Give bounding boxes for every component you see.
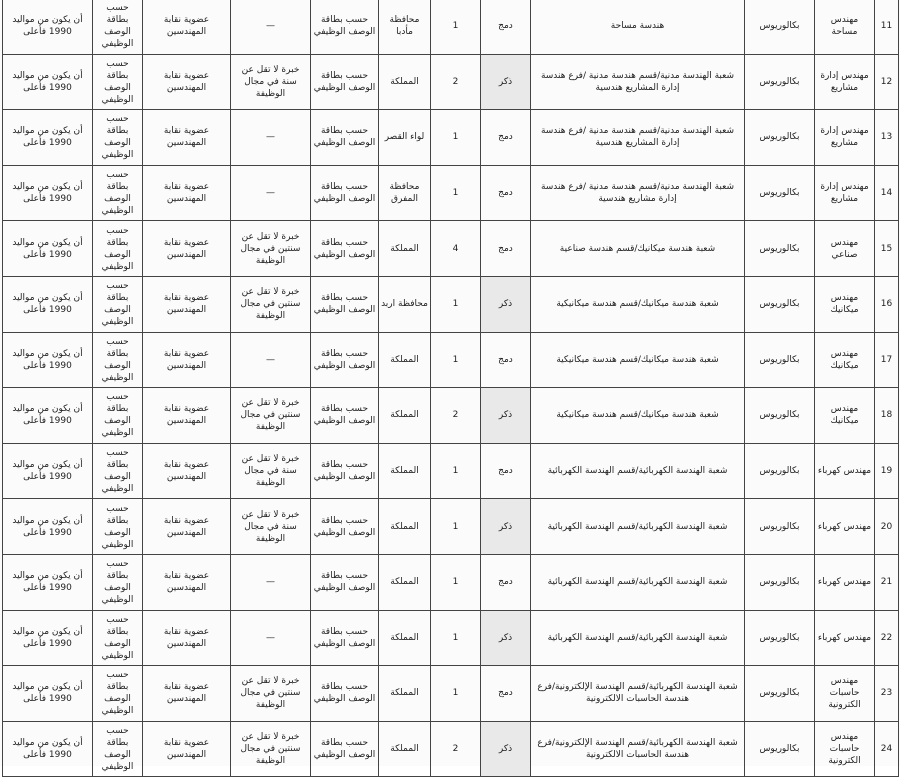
cell-experience: خبرة لا تقل عن سنتين في مجال الوظيفة bbox=[231, 388, 311, 444]
cell-grade: حسب بطاقة الوصف الوظيفي bbox=[93, 721, 143, 777]
cell-location: المملكة bbox=[379, 221, 431, 277]
cell-experience: خبرة لا تقل عن سنة في مجال الوظيفة bbox=[231, 499, 311, 555]
cell-grade: حسب بطاقة الوصف الوظيفي bbox=[93, 499, 143, 555]
cell-row-number: 17 bbox=[875, 332, 899, 388]
table-row bbox=[3, 221, 899, 277]
cell-grade: حسب بطاقة الوصف الوظيفي bbox=[93, 165, 143, 221]
table-row bbox=[3, 666, 899, 722]
cell-job-title: مهندس إدارة مشاريع bbox=[815, 165, 875, 221]
cell-salary: حسب بطاقة الوصف الوظيفي bbox=[311, 0, 379, 54]
cell-count: 1 bbox=[431, 332, 481, 388]
cell-specialization: شعبة الهندسة الكهربائية/قسم الهندسة الإلكترونية/فرع هندسة الحاسبات الالكترونية bbox=[531, 666, 745, 722]
cell-gender: ذكر bbox=[481, 721, 531, 777]
table-row bbox=[3, 0, 899, 54]
cell-degree: بكالوريوس bbox=[745, 54, 815, 110]
cell-gender: ذكر bbox=[481, 499, 531, 555]
cell-row-number: 22 bbox=[875, 610, 899, 666]
cell-license: عضوية نقابة المهندسين bbox=[143, 54, 231, 110]
cell-location: المملكة bbox=[379, 554, 431, 610]
cell-count: 1 bbox=[431, 554, 481, 610]
table-row bbox=[3, 610, 899, 666]
cell-location: المملكة bbox=[379, 443, 431, 499]
cell-salary: حسب بطاقة الوصف الوظيفي bbox=[311, 388, 379, 444]
cell-gender: دمج bbox=[481, 443, 531, 499]
cell-experience: خبرة لا تقل عن سنتين في مجال الوظيفة bbox=[231, 666, 311, 722]
cell-count: 1 bbox=[431, 666, 481, 722]
cell-count: 1 bbox=[431, 276, 481, 332]
cell-row-number: 19 bbox=[875, 443, 899, 499]
cell-age-requirement: أن يكون من مواليد 1990 فأعلى bbox=[3, 165, 93, 221]
table-body bbox=[3, 0, 899, 777]
cell-salary: حسب بطاقة الوصف الوظيفي bbox=[311, 165, 379, 221]
cell-salary: حسب بطاقة الوصف الوظيفي bbox=[311, 721, 379, 777]
cell-degree: بكالوريوس bbox=[745, 388, 815, 444]
cell-location: لواء القصر bbox=[379, 110, 431, 166]
cell-specialization: شعبة الهندسة الكهربائية/قسم الهندسة الإلكترونية/فرع هندسة الحاسبات الالكترونية bbox=[531, 721, 745, 777]
cell-row-number: 18 bbox=[875, 388, 899, 444]
cell-grade: حسب بطاقة الوصف الوظيفي bbox=[93, 443, 143, 499]
cell-count: 1 bbox=[431, 165, 481, 221]
cell-job-title: مهندس كهرباء bbox=[815, 554, 875, 610]
cell-gender: دمج bbox=[481, 110, 531, 166]
cell-degree: بكالوريوس bbox=[745, 165, 815, 221]
cell-license: عضوية نقابة المهندسين bbox=[143, 388, 231, 444]
cell-age-requirement: أن يكون من مواليد 1990 فأعلى bbox=[3, 721, 93, 777]
table-row bbox=[3, 388, 899, 444]
cell-location: المملكة bbox=[379, 610, 431, 666]
cell-degree: بكالوريوس bbox=[745, 221, 815, 277]
cell-grade: حسب بطاقة الوصف الوظيفي bbox=[93, 0, 143, 54]
cell-degree: بكالوريوس bbox=[745, 610, 815, 666]
cell-job-title: مهندس كهرباء bbox=[815, 610, 875, 666]
cell-grade: حسب بطاقة الوصف الوظيفي bbox=[93, 610, 143, 666]
cell-job-title: مهندس كهرباء bbox=[815, 499, 875, 555]
cell-license: عضوية نقابة المهندسين bbox=[143, 721, 231, 777]
cell-specialization: شعبة الهندسة الكهربائية/قسم الهندسة الكهربائية bbox=[531, 554, 745, 610]
cell-salary: حسب بطاقة الوصف الوظيفي bbox=[311, 332, 379, 388]
cell-job-title: مهندس ميكانيك bbox=[815, 332, 875, 388]
cell-location: المملكة bbox=[379, 721, 431, 777]
cell-specialization: شعبة هندسة ميكانيك/قسم هندسة ميكانيكية bbox=[531, 276, 745, 332]
cell-specialization: شعبة الهندسة الكهربائية/قسم الهندسة الكهربائية bbox=[531, 610, 745, 666]
cell-row-number: 14 bbox=[875, 165, 899, 221]
cell-location: المملكة bbox=[379, 388, 431, 444]
cell-location: محافظة اربد bbox=[379, 276, 431, 332]
cell-job-title: مهندس إدارة مشاريع bbox=[815, 54, 875, 110]
cell-count: 1 bbox=[431, 610, 481, 666]
table-row bbox=[3, 332, 899, 388]
cell-age-requirement: أن يكون من مواليد 1990 فأعلى bbox=[3, 332, 93, 388]
cell-gender: دمج bbox=[481, 221, 531, 277]
cell-grade: حسب بطاقة الوصف الوظيفي bbox=[93, 666, 143, 722]
cell-grade: حسب بطاقة الوصف الوظيفي bbox=[93, 554, 143, 610]
cell-count: 2 bbox=[431, 388, 481, 444]
cell-row-number: 21 bbox=[875, 554, 899, 610]
table-row bbox=[3, 721, 899, 777]
table-row bbox=[3, 110, 899, 166]
cell-count: 1 bbox=[431, 443, 481, 499]
table-row bbox=[3, 165, 899, 221]
cell-specialization: شعبة الهندسة الكهربائية/قسم الهندسة الكهربائية bbox=[531, 443, 745, 499]
cell-license: عضوية نقابة المهندسين bbox=[143, 443, 231, 499]
cell-gender: دمج bbox=[481, 332, 531, 388]
cell-job-title: مهندس ميكانيك bbox=[815, 388, 875, 444]
cell-grade: حسب بطاقة الوصف الوظيفي bbox=[93, 54, 143, 110]
cell-location: محافظة مأدبا bbox=[379, 0, 431, 54]
cell-age-requirement: أن يكون من مواليد 1990 فأعلى bbox=[3, 54, 93, 110]
cell-age-requirement: أن يكون من مواليد 1990 فأعلى bbox=[3, 499, 93, 555]
cell-location: المملكة bbox=[379, 666, 431, 722]
table-row bbox=[3, 54, 899, 110]
cell-gender: ذكر bbox=[481, 388, 531, 444]
cell-salary: حسب بطاقة الوصف الوظيفي bbox=[311, 499, 379, 555]
cell-job-title: مهندس حاسبات الكترونية bbox=[815, 721, 875, 777]
cell-salary: حسب بطاقة الوصف الوظيفي bbox=[311, 443, 379, 499]
cell-experience: خبرة لا تقل عن سنتين في مجال الوظيفة bbox=[231, 276, 311, 332]
cell-salary: حسب بطاقة الوصف الوظيفي bbox=[311, 666, 379, 722]
cell-specialization: شعبة هندسة ميكانيك/قسم هندسة ميكانيكية bbox=[531, 332, 745, 388]
cell-experience: خبرة لا تقل عن سنتين في مجال الوظيفة bbox=[231, 221, 311, 277]
cell-gender: دمج bbox=[481, 554, 531, 610]
cell-salary: حسب بطاقة الوصف الوظيفي bbox=[311, 221, 379, 277]
cell-salary: حسب بطاقة الوصف الوظيفي bbox=[311, 554, 379, 610]
cell-age-requirement: أن يكون من مواليد 1990 فأعلى bbox=[3, 666, 93, 722]
cell-salary: حسب بطاقة الوصف الوظيفي bbox=[311, 110, 379, 166]
cell-license: عضوية نقابة المهندسين bbox=[143, 0, 231, 54]
cell-gender: دمج bbox=[481, 666, 531, 722]
cell-specialization: شعبة الهندسة مدنية/قسم هندسة مدنية /فرع هندسة إدارة المشاريع هندسية bbox=[531, 110, 745, 166]
cell-age-requirement: أن يكون من مواليد 1990 فأعلى bbox=[3, 0, 93, 54]
cell-gender: ذكر bbox=[481, 610, 531, 666]
cell-location: المملكة bbox=[379, 54, 431, 110]
table-row bbox=[3, 443, 899, 499]
cell-count: 1 bbox=[431, 110, 481, 166]
cell-degree: بكالوريوس bbox=[745, 499, 815, 555]
cell-experience: خبرة لا تقل عن سنة في مجال الوظيفة bbox=[231, 54, 311, 110]
cell-count: 2 bbox=[431, 54, 481, 110]
cell-experience: — bbox=[231, 554, 311, 610]
cell-row-number: 20 bbox=[875, 499, 899, 555]
cell-grade: حسب بطاقة الوصف الوظيفي bbox=[93, 221, 143, 277]
cell-license: عضوية نقابة المهندسين bbox=[143, 666, 231, 722]
cell-location: المملكة bbox=[379, 332, 431, 388]
cell-license: عضوية نقابة المهندسين bbox=[143, 499, 231, 555]
cell-row-number: 24 bbox=[875, 721, 899, 777]
cell-age-requirement: أن يكون من مواليد 1990 فأعلى bbox=[3, 276, 93, 332]
cell-degree: بكالوريوس bbox=[745, 0, 815, 54]
cell-count: 4 bbox=[431, 221, 481, 277]
cell-experience: — bbox=[231, 165, 311, 221]
cell-age-requirement: أن يكون من مواليد 1990 فأعلى bbox=[3, 110, 93, 166]
cell-experience: — bbox=[231, 610, 311, 666]
cell-grade: حسب بطاقة الوصف الوظيفي bbox=[93, 276, 143, 332]
jobs-table bbox=[2, 0, 899, 777]
cell-specialization: هندسة مساحة bbox=[531, 0, 745, 54]
cell-location: المملكة bbox=[379, 499, 431, 555]
cell-row-number: 15 bbox=[875, 221, 899, 277]
cell-age-requirement: أن يكون من مواليد 1990 فأعلى bbox=[3, 610, 93, 666]
cell-gender: دمج bbox=[481, 0, 531, 54]
table-row bbox=[3, 276, 899, 332]
cell-job-title: مهندس حاسبات الكترونية bbox=[815, 666, 875, 722]
cell-degree: بكالوريوس bbox=[745, 443, 815, 499]
cell-specialization: شعبة الهندسة مدنية/قسم هندسة مدنية /فرع هندسة إدارة المشاريع هندسية bbox=[531, 54, 745, 110]
cell-degree: بكالوريوس bbox=[745, 332, 815, 388]
cell-age-requirement: أن يكون من مواليد 1990 فأعلى bbox=[3, 554, 93, 610]
cell-job-title: مهندس صناعي bbox=[815, 221, 875, 277]
cell-job-title: مهندس ميكانيك bbox=[815, 276, 875, 332]
cell-job-title: مهندس إدارة مشاريع bbox=[815, 110, 875, 166]
cell-row-number: 11 bbox=[875, 0, 899, 54]
cell-count: 1 bbox=[431, 499, 481, 555]
cell-age-requirement: أن يكون من مواليد 1990 فأعلى bbox=[3, 443, 93, 499]
cell-age-requirement: أن يكون من مواليد 1990 فأعلى bbox=[3, 388, 93, 444]
cell-gender: ذكر bbox=[481, 276, 531, 332]
cell-specialization: شعبة الهندسة الكهربائية/قسم الهندسة الكهربائية bbox=[531, 499, 745, 555]
cell-license: عضوية نقابة المهندسين bbox=[143, 276, 231, 332]
cell-license: عضوية نقابة المهندسين bbox=[143, 332, 231, 388]
cell-age-requirement: أن يكون من مواليد 1990 فأعلى bbox=[3, 221, 93, 277]
table-row bbox=[3, 554, 899, 610]
cell-location: محافظة المفرق bbox=[379, 165, 431, 221]
cell-salary: حسب بطاقة الوصف الوظيفي bbox=[311, 54, 379, 110]
cell-experience: — bbox=[231, 332, 311, 388]
cell-job-title: مهندس مساحة bbox=[815, 0, 875, 54]
cell-gender: ذكر bbox=[481, 54, 531, 110]
cell-license: عضوية نقابة المهندسين bbox=[143, 110, 231, 166]
cell-grade: حسب بطاقة الوصف الوظيفي bbox=[93, 110, 143, 166]
cell-experience: خبرة لا تقل عن سنتين في مجال الوظيفة bbox=[231, 721, 311, 777]
cell-count: 1 bbox=[431, 0, 481, 54]
cell-license: عضوية نقابة المهندسين bbox=[143, 165, 231, 221]
cell-grade: حسب بطاقة الوصف الوظيفي bbox=[93, 332, 143, 388]
cell-degree: بكالوريوس bbox=[745, 554, 815, 610]
cell-experience: — bbox=[231, 0, 311, 54]
cell-license: عضوية نقابة المهندسين bbox=[143, 610, 231, 666]
cell-gender: دمج bbox=[481, 165, 531, 221]
cell-experience: خبرة لا تقل عن سنة في مجال الوظيفة bbox=[231, 443, 311, 499]
cell-specialization: شعبة هندسة ميكانيك/قسم هندسة صناعية bbox=[531, 221, 745, 277]
cell-degree: بكالوريوس bbox=[745, 110, 815, 166]
cell-row-number: 23 bbox=[875, 666, 899, 722]
cell-grade: حسب بطاقة الوصف الوظيفي bbox=[93, 388, 143, 444]
cell-row-number: 13 bbox=[875, 110, 899, 166]
cell-degree: بكالوريوس bbox=[745, 721, 815, 777]
cell-specialization: شعبة الهندسة مدنية/قسم هندسة مدنية /فرع هندسة إدارة مشاريع هندسية bbox=[531, 165, 745, 221]
cell-degree: بكالوريوس bbox=[745, 276, 815, 332]
cell-license: عضوية نقابة المهندسين bbox=[143, 221, 231, 277]
cell-row-number: 16 bbox=[875, 276, 899, 332]
cell-job-title: مهندس كهرباء bbox=[815, 443, 875, 499]
cell-specialization: شعبة هندسة ميكانيك/قسم هندسة ميكانيكية bbox=[531, 388, 745, 444]
cell-row-number: 12 bbox=[875, 54, 899, 110]
cell-count: 2 bbox=[431, 721, 481, 777]
cell-degree: بكالوريوس bbox=[745, 666, 815, 722]
table-row bbox=[3, 499, 899, 555]
cell-salary: حسب بطاقة الوصف الوظيفي bbox=[311, 276, 379, 332]
cell-experience: — bbox=[231, 110, 311, 166]
cell-license: عضوية نقابة المهندسين bbox=[143, 554, 231, 610]
cell-salary: حسب بطاقة الوصف الوظيفي bbox=[311, 610, 379, 666]
